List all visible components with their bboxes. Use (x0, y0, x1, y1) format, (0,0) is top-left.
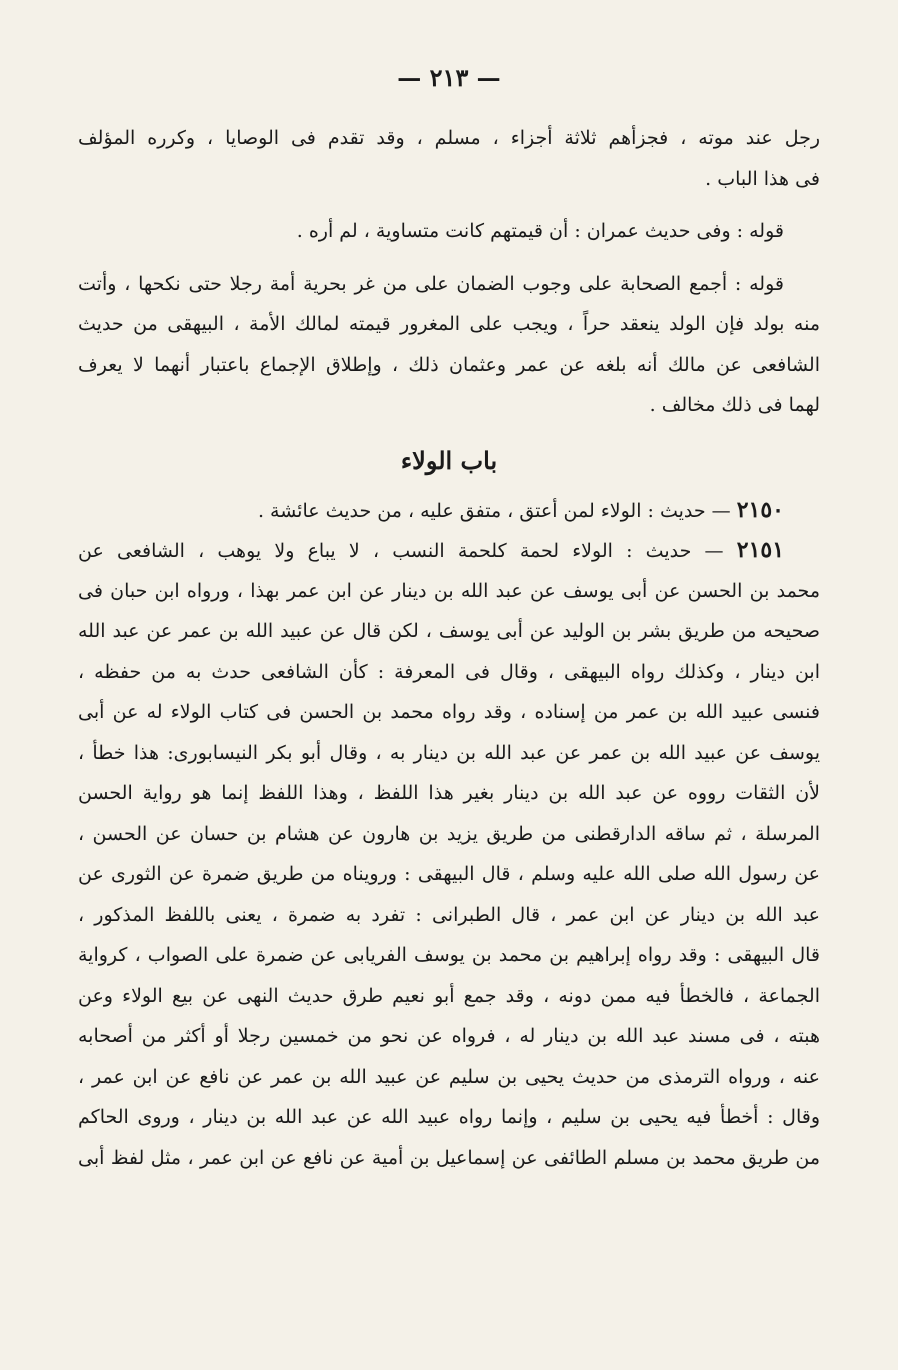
hadith-number: ٢١٥١ (736, 537, 785, 563)
text-line: لهما فى ذلك مخالف . (649, 394, 820, 416)
text-line: عبد الله بن دينار عن ابن عمر ، قال الطبرانى : تفرد به ضمرة ، يعنى باللفظ المذكور ، (78, 903, 820, 926)
text-line: قوله : أجمع الصحابة على وجوب الضمان على من غر بحرية أمة رجلا حتى نكحها ، وأتت (78, 272, 784, 295)
text-line: ابن دينار ، وكذلك رواه البيهقى ، وقال فى المعرفة : كأن الشافعى حدث به من حفظه ، (78, 660, 820, 683)
text-line: قوله : وفى حديث عمران : أن قيمتهم كانت متساوية ، لم أره . (296, 220, 784, 242)
hadith-text: — حديث : الولاء لحمة كلحمة النسب ، لا يباع ولا يوهب ، الشافعى عن (78, 540, 724, 562)
text-line: من طريق محمد بن مسلم الطائفى عن إسماعيل بن أمية عن نافع عن ابن عمر ، مثل لفظ أبى (78, 1146, 820, 1169)
paragraph-gap (78, 252, 820, 264)
text-line: وقال : أخطأ فيه يحيى بن سليم ، وإنما رواه عبيد الله عن عبد الله بن دينار ، وروى الحاكم (78, 1106, 820, 1128)
text-line: عن رسول الله صلى الله عليه وسلم ، قال البيهقى : ورويناه من طريق ضمرة عن الثورى عن (78, 863, 820, 885)
paragraph-consensus (78, 264, 820, 426)
hadith-number: ٢١٥٠ (736, 496, 784, 523)
chapter-title: باب الولاء (400, 445, 498, 475)
page-number: — ٢١٣ — (397, 63, 501, 92)
text-line (78, 530, 820, 571)
text-line: هبته ، فى مسند عبد الله بن دينار له ، فرواه عن نحو من خمسين رجلا أو أكثر من أصحابه (78, 1025, 820, 1047)
text-line: المرسلة ، ثم ساقه الدارقطنى من طريق يزيد بن هارون عن هشام بن حسان عن الحسن ، (78, 822, 820, 845)
text-line: لأن الثقات رووه عن عبد الله بن دينار بغير هذا اللفظ ، وهذا اللفظ إنما هو رواية الحسن (78, 782, 820, 804)
hadith-2150 (78, 490, 820, 531)
paragraph-gap (78, 199, 820, 211)
text-line: رجل عند موته ، فجزأهم ثلاثة أجزاء ، مسلم ، وقد تقدم فى الوصايا ، وكرره المؤلف (78, 127, 820, 149)
hadith-2151 (78, 530, 820, 1178)
text-line: الجماعة ، فالخطأ فيه ممن دونه ، وقد جمع أبو نعيم طرق حديث النهى عن بيع الولاء وعن (78, 984, 820, 1007)
hadith-text: — حديث : الولاء لمن أعتق ، متفق عليه ، من حديث عائشة . (257, 499, 731, 522)
text-line: محمد بن الحسن عن أبى يوسف عن عبد الله بن دينار عن ابن عمر بهذا ، ورواه ابن حبان فى (78, 579, 820, 602)
text-line: يوسف عن عبيد الله بن عمر عن عبد الله بن دينار به ، وقال أبو بكر النيسابورى: هذا خطأ ، (78, 741, 820, 764)
text-line: صحيحه من طريق بشر بن الوليد عن أبى يوسف ، لكن قال عن عبيد الله بن عمر عن عبد الله (78, 620, 820, 642)
text-line: منه بولد فإن الولد ينعقد حراً ، ويجب على المغرور قيمته لمالك الأمة ، البيهقى من حديث (78, 313, 820, 335)
text-line: فنسى عبيد الله بن عمر من إسناده ، وقد رواه محمد بن الحسن فى كتاب الولاء له عن أبى (78, 701, 820, 723)
text-line: فى هذا الباب . (705, 167, 820, 190)
text-line: قال البيهقى : وقد رواه إبراهيم بن محمد بن يوسف الفريابى عن ضمرة على الصواب ، كرواية (78, 944, 820, 966)
text-line: عنه ، ورواه الترمذى من حديث يحيى بن سليم عن عبيد الله بن عمر عن نافع عن ابن عمر ، (78, 1065, 820, 1088)
text-line: الشافعى عن مالك أنه بلغه عن عمر وعثمان ذلك ، وإطلاق الإجماع باعتبار أنهما لا يعرف (78, 353, 820, 376)
paragraph-continuation (78, 118, 820, 199)
